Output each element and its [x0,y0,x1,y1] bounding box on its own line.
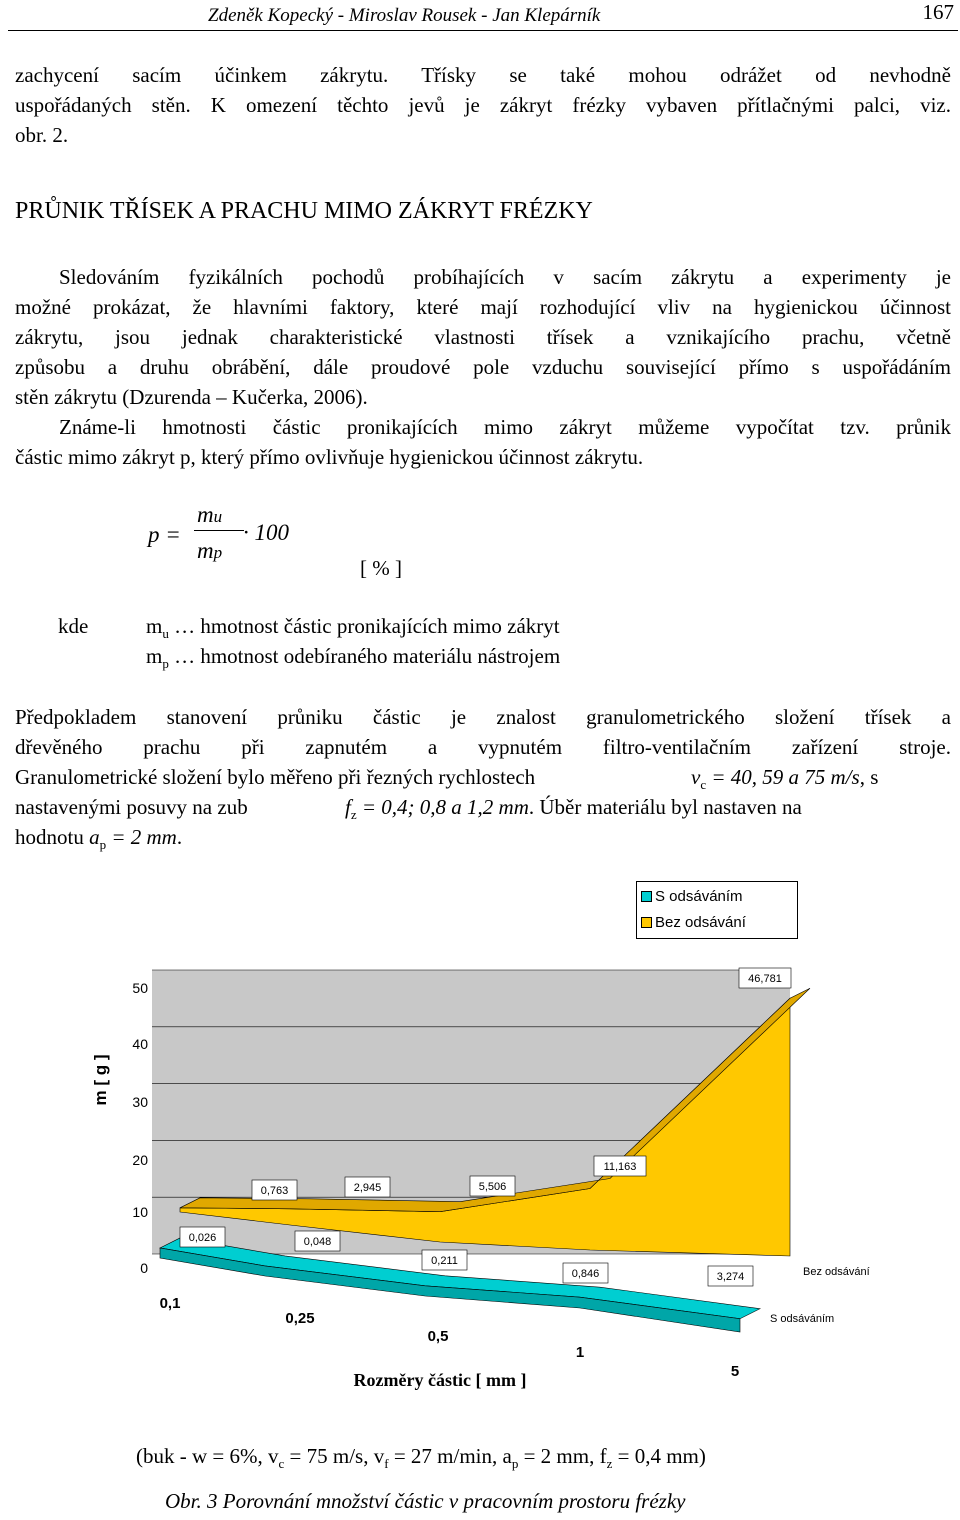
para2-line-2: dřevěného prachu při zapnutém a vypnutém filtro-ventilačním zařízení stroje. [15,735,951,759]
para2-line-4: nastavenými posuvy na zub $f_z = 0,4$; 0,8 a 1,2 mm. Úběr materiálu byl nastaven na [15,795,802,823]
data-label-without-suction: 46,781 [748,973,782,985]
formula-denominator: mp [197,538,223,563]
formula-numerator: mu [197,502,223,527]
intro-line-3: obr. 2. [15,123,69,147]
running-header [8,0,958,31]
para1-line-5: stěn zákrytu (Dzurenda – Kučerka, 2006). [15,385,368,409]
y-tick-label: 10 [132,1204,148,1220]
x-tick-label: 0,1 [159,1295,181,1312]
data-label-with-suction: 0,211 [431,1255,458,1267]
header-authors: Zdeněk Kopecký - Miroslav Rousek - Jan Klepárník [208,5,601,26]
y-axis-label: m [ g ] [91,1054,110,1106]
data-label-with-suction: 0,846 [571,1268,600,1280]
formula-multiplier: · 100 [243,520,289,545]
particle-chart [0,950,960,1510]
x-axis-label: Rozměry částic [ mm ] [353,1370,527,1390]
legend-item-with-suction: S odsáváním [655,888,743,905]
x-tick-label: 0,5 [427,1328,449,1345]
intro-line-2: uspořádaných stěn. K omezení těchto jevů je zákryt frézky vybaven přítlačnými palci, viz. [15,93,951,117]
para2-line-3: Granulometrické složení bylo měřeno při řezných rychlostech $v_c = 40$, 59 a 75 m/s, s [15,765,879,793]
para1-line-1: Sledováním fyzikálních pochodů probíhajících v sacím zákrytu a experimenty je [59,265,951,289]
data-label-without-suction: 11,163 [603,1161,637,1173]
x-tick-label: 1 [575,1344,585,1361]
para1-line-6: Známe-li hmotnosti částic pronikajících mimo zákryt můžeme vypočítat tzv. průnik [59,415,951,439]
legend-swatch-with-suction [641,891,652,902]
para2-line-1: Předpokladem stanovení průniku částic je znalost granulometrického složení třísek a [15,705,951,729]
para1-line-4: způsobu a druhu obrábění, dále proudové pole vzduchu související přímo s uspořádáním [15,355,951,379]
data-label-with-suction: 0,026 [188,1232,217,1244]
figure-caption: Obr. 3 Porovnání množství částic v pracovním prostoru frézky [165,1489,686,1513]
y-tick-label: 30 [132,1094,148,1110]
data-label-without-suction: 2,945 [353,1182,382,1194]
data-label-with-suction: 3,274 [716,1271,745,1283]
y-tick-label: 50 [132,980,148,996]
depth-label-with-suction: S odsáváním [770,1313,835,1325]
legend-swatch-without-suction [641,917,652,928]
depth-label-without-suction: Bez odsávání [803,1266,870,1278]
section-heading: PRŮNIK TŘÍSEK A PRACHU MIMO ZÁKRYT FRÉZKY [15,198,593,224]
x-tick-label: 5 [730,1363,740,1380]
chart-legend [636,881,798,939]
para1-line-3: zákrytu, jsou jednak charakteristické vlastnosti třísek a vznikajícího prachu, včetně [15,325,951,349]
formula-lhs: p = [148,522,181,547]
x-tick-label: 0,25 [285,1310,315,1327]
y-tick-label: 20 [132,1152,148,1168]
para1-line-2: možné prokázat, že hlavními faktory, které mají rozhodující vliv na hygienickou účinnost [15,295,951,319]
formula-unit: [ % ] [360,556,402,580]
definition-mp: $m_p$ … hmotnost odebíraného materiálu nástrojem [146,644,561,672]
para1-line-7: částic mimo zákryt p, který přímo ovlivňuje hygienickou účinnost zákrytu. [15,445,644,469]
definitions-kde: kde [58,614,89,638]
data-label-without-suction: 0,763 [260,1185,289,1197]
data-label-without-suction: 5,506 [478,1181,507,1193]
legend-item-without-suction: Bez odsávání [655,914,746,931]
experiment-conditions: (buk - w = 6%, $v_c = 75$ m/s, $v_f = 27$ m/min, $a_p = 2$ mm, $f_z = 0,4$ mm) [136,1444,706,1472]
page-number: 167 [922,0,954,24]
data-label-with-suction: 0,048 [303,1236,332,1248]
intro-line-1: zachycení sacím účinkem zákrytu. Třísky se také mohou odrážet od nevhodně [15,63,951,87]
y-tick-label: 40 [132,1036,148,1052]
fraction-bar [194,530,244,531]
para2-line-5: hodnotu $a_p = 2$ mm. [15,825,183,853]
y-tick-label: 0 [140,1260,148,1276]
definition-mu: $m_u$ … hmotnost částic pronikajících mimo zákryt [146,614,560,642]
